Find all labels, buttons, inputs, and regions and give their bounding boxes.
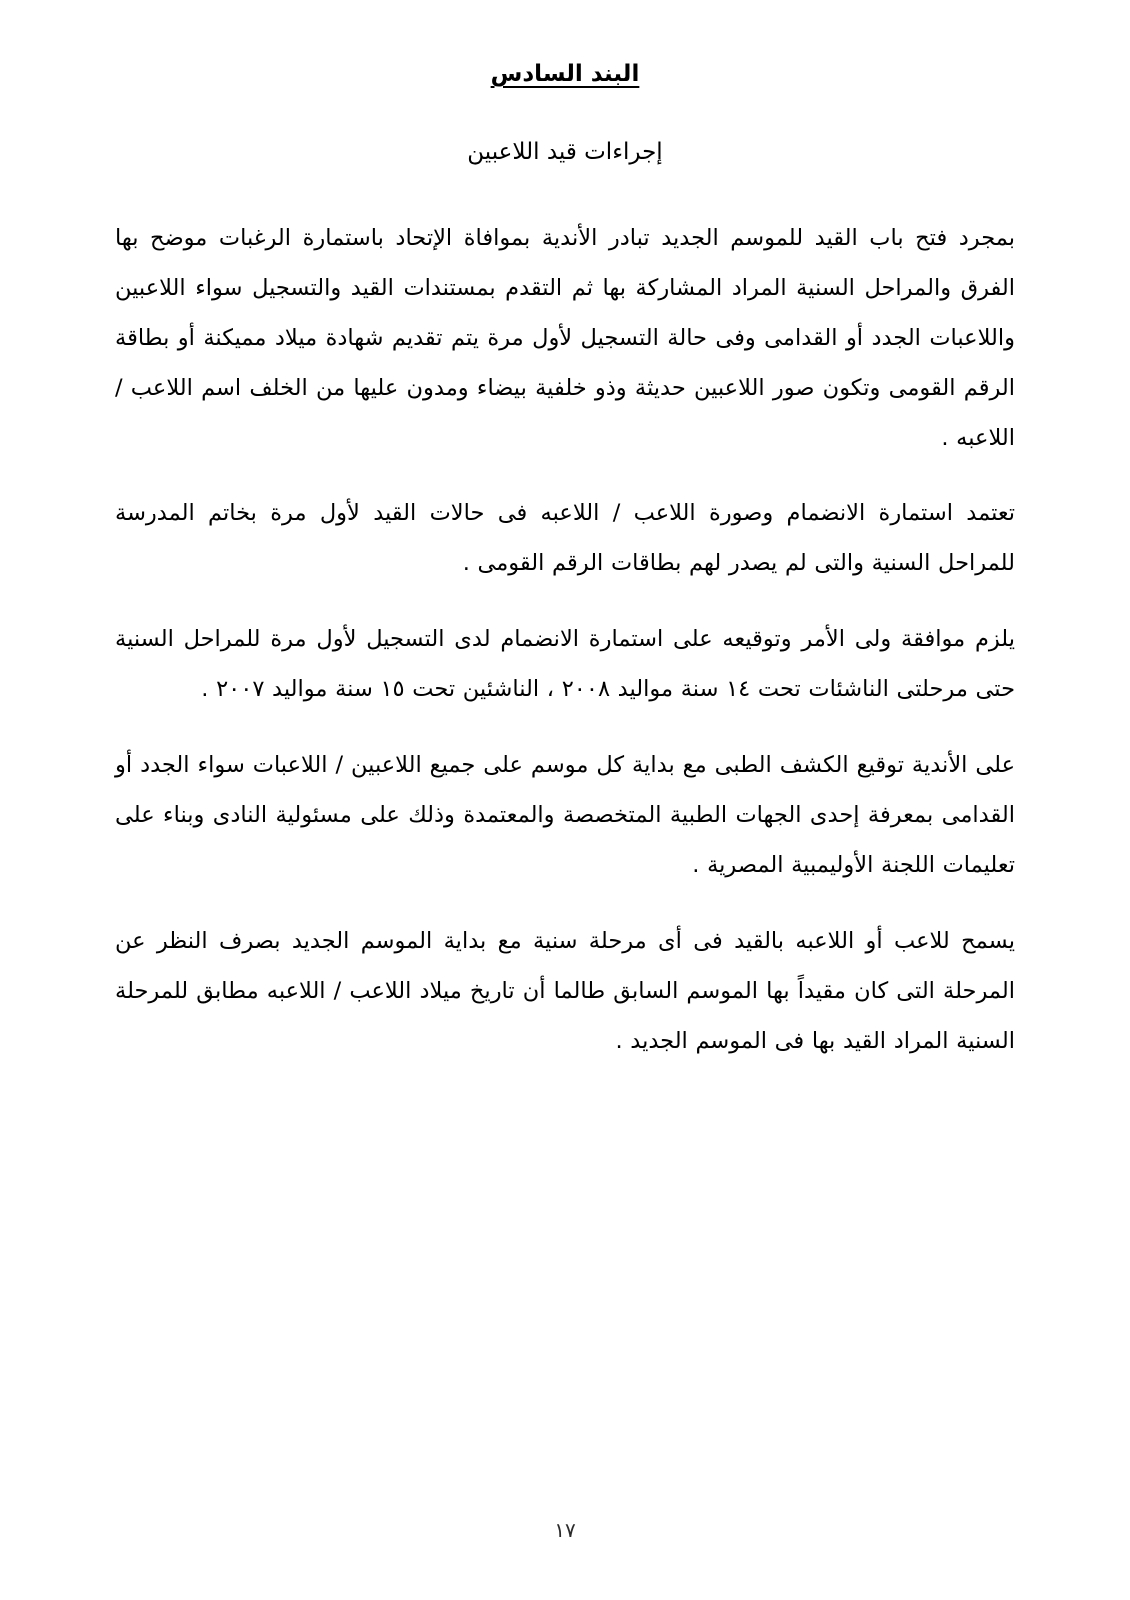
paragraph-school-stamp: تعتمد استمارة الانضمام وصورة اللاعب / اللاعبه فى حالات القيد لأول مرة بخاتم المدرسة للمراحل السنية والتى لم يصدر لهم بطاقات الرقم القومى . — [115, 500, 1015, 577]
page-subtitle: إجراءات قيد اللاعبين — [467, 138, 663, 165]
paragraph-guardian-approval: يلزم موافقة ولى الأمر وتوقيعه على استمارة الانضمام لدى التسجيل لأول مرة للمراحل السنية حتى مرحلتى الناشئات تحت ١٤ سنة مواليد ٢٠٠٨ ، الناشئين تحت ١٥ سنة مواليد ٢٠٠٧ . — [115, 626, 1015, 703]
paragraph-registration-window: بمجرد فتح باب القيد للموسم الجديد تبادر الأندية بموافاة الإتحاد باستمارة الرغبات موضح بها الفرق والمراحل السنية المراد المشاركة بها ثم التقدم بمستندات القيد والتسجيل سواء اللاعبين واللاعبات الجدد أو القدامى وفى حالة التسجيل لأول مرة يتم تقديم شهادة ميلاد مميكنة أو بطاقة الرقم القومى وتكون صور اللاعبين حديثة وذو خلفية بيضاء ومدون عليها من الخلف اسم اللاعب / اللاعبه . — [115, 224, 1015, 451]
document-body — [115, 60, 1015, 1067]
paragraph-age-stage-registration: يسمح للاعب أو اللاعبه بالقيد فى أى مرحلة سنية مع بداية الموسم الجديد بصرف النظر عن المرحلة التى كان مقيداً بها الموسم السابق طالما أن تاريخ ميلاد اللاعب / اللاعبه مطابق للمرحلة السنية المراد القيد بها فى الموسم الجديد . — [115, 928, 1015, 1054]
page-title: البند السادس — [490, 61, 640, 87]
page-number: ١٧ — [554, 1518, 576, 1542]
paragraph-medical-examination: على الأندية توقيع الكشف الطبى مع بداية كل موسم على جميع اللاعبين / اللاعبات سواء الجدد أو القدامى بمعرفة إحدى الجهات الطبية المتخصصة والمعتمدة وذلك على مسئولية النادى وبناء على تعليمات اللجنة الأوليمبية المصرية . — [115, 752, 1015, 879]
